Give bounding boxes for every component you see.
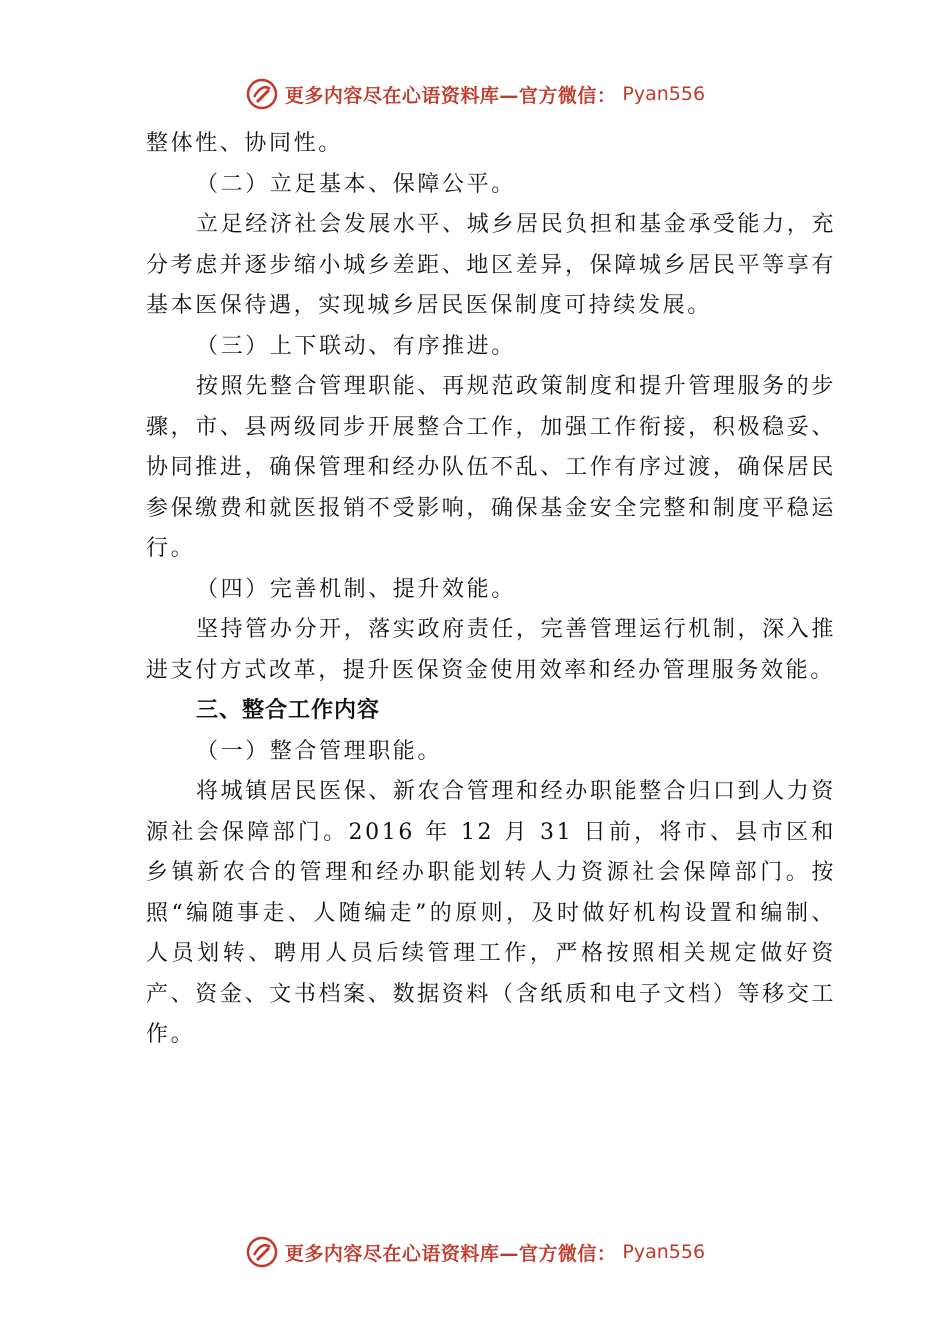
subheading: （一）整合管理职能。 bbox=[196, 738, 443, 764]
banner-wechat-id: Pyan556 bbox=[622, 1241, 706, 1263]
banner-text: 更多内容尽在心语资料库—官方微信： bbox=[284, 84, 617, 107]
paragraph: 按照先整合管理职能、再规范政策制度和提升管理服务的步骤，市、县两级同步开展整合工作，加强工作衔接，积极稳妥、协同推进，确保管理和经办队伍不乱、工作有序过渡，确保居民参保缴费和就医报销不受影响，确保基金安全完整和制度平稳运行。 bbox=[146, 374, 836, 561]
banner-wechat-id: Pyan556 bbox=[622, 83, 706, 105]
subheading: （四）完善机制、提升效能。 bbox=[196, 576, 516, 602]
paragraph: 将城镇居民医保、新农合管理和经办职能整合归口到人力资源社会保障部门。2016 年 12 月 31 日前，将市、县市区和乡镇新农合的管理和经办职能划转人力资源社会保障部门。按照“编随事走、人随编走”的原则，及时做好机构设置和编制、人员划转、聘用人员后续管理工作，严格按照相关规定做好资产、资金、文书档案、数据资料（含纸质和电子文档）等移交工作。 bbox=[146, 779, 836, 1047]
logo-icon bbox=[245, 1235, 279, 1269]
banner-text: 更多内容尽在心语资料库—官方微信： bbox=[284, 1242, 617, 1265]
logo-icon bbox=[245, 77, 279, 111]
subheading: （二）立足基本、保障公平。 bbox=[196, 171, 516, 197]
document-body bbox=[146, 124, 836, 1056]
subheading: （三）上下联动、有序推进。 bbox=[196, 333, 516, 359]
paragraph: 整体性、协同性。 bbox=[146, 131, 343, 156]
section-heading: 三、整合工作内容 bbox=[196, 698, 381, 723]
footer-banner bbox=[0, 1232, 950, 1272]
header-banner bbox=[0, 74, 950, 114]
paragraph: 坚持管办分开，落实政府责任，完善管理运行机制，深入推进支付方式改革，提升医保资金使用效率和经办管理服务效能。 bbox=[146, 617, 836, 683]
paragraph: 立足经济社会发展水平、城乡居民负担和基金承受能力，充分考虑并逐步缩小城乡差距、地区差异，保障城乡居民平等享有基本医保待遇，实现城乡居民医保制度可持续发展。 bbox=[146, 212, 836, 318]
